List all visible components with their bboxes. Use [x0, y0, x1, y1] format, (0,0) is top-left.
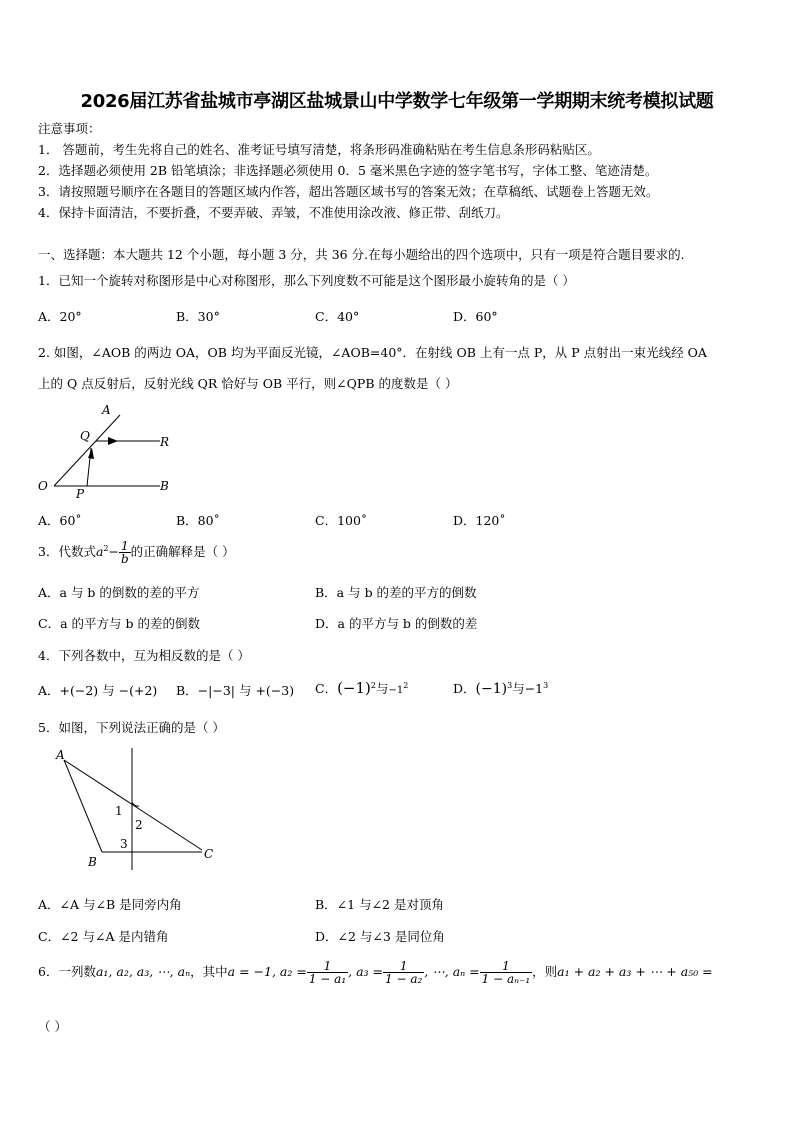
q6-sequence: a₁, a₂, a₃, ⋯, aₙ [95, 964, 191, 979]
q6-sum: a₁ + a₂ + a₃ + ⋯ + a₅₀ = [557, 964, 713, 979]
q4-option-c [315, 679, 408, 697]
notice-item: 2．选择题必须使用 2B 铅笔填涂；非选择题必须使用 0．5 毫米黑色字迹的签字笔书写，字体工整、笔迹清楚。 [38, 163, 658, 178]
q6-fraction-3 [480, 960, 532, 985]
q6-frac1-den: 1 − a₁ [308, 972, 347, 986]
q3-suffix: 的正确解释是（ ） [130, 544, 235, 560]
q4-d-mid: 与 [512, 681, 525, 696]
q6-cond1: a = −1, a₂ = [227, 964, 307, 979]
label-3: 3 [120, 837, 128, 851]
label-2: 2 [135, 818, 143, 832]
q2-option-a: A．60˚ [38, 513, 82, 528]
question-2-stem-line2: 上的 Q 点反射后，反射光线 QR 恰好与 OB 平行，则∠QPB 的度数是（ ） [38, 376, 458, 391]
q6-answer-paren: （ ） [38, 1019, 67, 1034]
q1-option-d: D．60° [453, 309, 498, 324]
q1-option-a: A．20° [38, 309, 82, 324]
q6-prefix: 6．一列数 [38, 964, 96, 979]
q4-option-b: B．−|−3| 与 +(−3) [176, 683, 295, 698]
question-2-stem-line1: 2. 如图，∠AOB 的两边 OA，OB 均为平面反光镜，∠AOB=40°．在射线 OB 上有一点 P，从 P 点射出一束光线经 OA [38, 345, 707, 360]
question-5-stem: 5．如图，下列说法正确的是（ ） [38, 720, 225, 735]
q5-option-d: D．∠2 与∠3 是同位角 [315, 929, 445, 944]
q3-option-b: B．a 与 b 的差的平方的倒数 [315, 585, 477, 600]
q6-sep1: , a₃ = [348, 964, 383, 979]
q6-fraction-2 [383, 960, 424, 985]
q6-suffix: ，则 [532, 964, 558, 979]
q3-expr-a: a [95, 544, 104, 560]
q3-prefix: 3．代数式 [38, 544, 96, 560]
label-o: O [38, 479, 48, 493]
question-6-stem [38, 960, 713, 985]
q4-d-label: D． [453, 681, 476, 696]
q4-d-rhs-exp: 3 [543, 680, 549, 690]
q3-fraction [119, 540, 131, 565]
notice-item: 3．请按照题号顺序在各题目的答题区域内作答，超出答题区域书写的答案无效；在草稿纸、试题卷上答题无效。 [38, 184, 659, 199]
q5-option-b: B．∠1 与∠2 是对顶角 [315, 897, 444, 912]
notice-heading: 注意事项： [38, 121, 101, 136]
side-ac [64, 760, 202, 850]
label-b: B [88, 855, 97, 869]
q6-frac3-den: 1 − aₙ₋₁ [481, 972, 531, 986]
q4-option-a: A．+(−2) 与 −(+2) [38, 683, 158, 698]
label-1: 1 [115, 804, 123, 818]
q4-c-mid: 与 [376, 681, 389, 696]
q6-frac3-num: 1 [480, 960, 532, 973]
q1-option-b: B．30° [176, 309, 220, 324]
label-r: R [160, 435, 170, 449]
q4-d-base: (−1) [475, 681, 508, 697]
q1-option-c: C．40° [315, 309, 360, 324]
q5-option-a: A．∠A 与∠B 是同旁内角 [38, 897, 182, 912]
q3-expr-minus: − [108, 544, 119, 560]
q5-figure [44, 742, 224, 872]
q3-option-c: C．a 的平方与 b 的差的倒数 [38, 616, 200, 631]
q6-fraction-1 [307, 960, 348, 985]
notice-item: 1． 答题前，考生先将自己的姓名、准考证号填写清楚，将条形码准确粘贴在考生信息条形码粘贴区。 [38, 142, 600, 157]
section-heading: 一、选择题：本大题共 12 个小题，每小题 3 分，共 36 分.在每小题给出的四个选项中，只有一项是符合题目要求的. [38, 247, 685, 262]
q2-option-c: C．100˚ [315, 513, 368, 528]
q3-frac-num: 1 [119, 540, 131, 553]
q6-frac2-den: 1 − a₂ [385, 972, 423, 986]
q4-c-rhs: −1 [388, 685, 404, 696]
label-q: Q [80, 429, 90, 443]
q6-sep2: , ⋯, aₙ = [424, 964, 480, 979]
q6-frac2-num: 1 [383, 960, 424, 973]
question-3-stem [38, 540, 235, 565]
q3-frac-den: b [120, 552, 129, 567]
q4-d-rhs: −1 [524, 681, 544, 696]
q4-c-label: C． [315, 681, 338, 696]
q4-c-exp: 2 [370, 680, 376, 690]
q4-option-d [453, 679, 548, 697]
q2-figure [30, 400, 190, 502]
q3-option-a: A．a 与 b 的倒数的差的平方 [38, 585, 200, 600]
label-c: C [204, 847, 214, 861]
q4-d-exp: 3 [507, 680, 513, 690]
q4-c-rhs-exp: 2 [403, 680, 409, 690]
question-4-stem: 4．下列各数中，互为相反数的是（ ） [38, 648, 250, 663]
q4-c-base: (−1) [337, 679, 371, 697]
page-title: 2026届江苏省盐城市亭湖区盐城景山中学数学七年级第一学期期末统考模拟试题 [80, 91, 714, 112]
q3-option-d: D．a 的平方与 b 的倒数的差 [315, 616, 478, 631]
question-1-stem: 1．已知一个旋转对称图形是中心对称图形，那么下列度数不可能是这个图形最小旋转角的是（ ） [38, 273, 575, 288]
ray-oa [54, 415, 120, 486]
label-b: B [160, 479, 169, 493]
q3-expr-exp: 2 [103, 544, 109, 553]
notice-item: 4．保持卡面清洁，不要折叠，不要弄破、弄皱，不准使用涂改液、修正带、刮纸刀。 [38, 205, 509, 220]
side-ab [64, 760, 102, 852]
label-a: A [56, 748, 65, 762]
q2-option-d: D．120˚ [453, 513, 506, 528]
label-p: P [76, 487, 85, 501]
q2-option-b: B．80˚ [176, 513, 220, 528]
label-a: A [102, 403, 111, 417]
arrow-qr [108, 437, 118, 445]
q6-middle: ，其中 [190, 964, 228, 979]
q6-frac1-num: 1 [307, 960, 348, 973]
q5-option-c: C．∠2 与∠A 是内错角 [38, 929, 169, 944]
